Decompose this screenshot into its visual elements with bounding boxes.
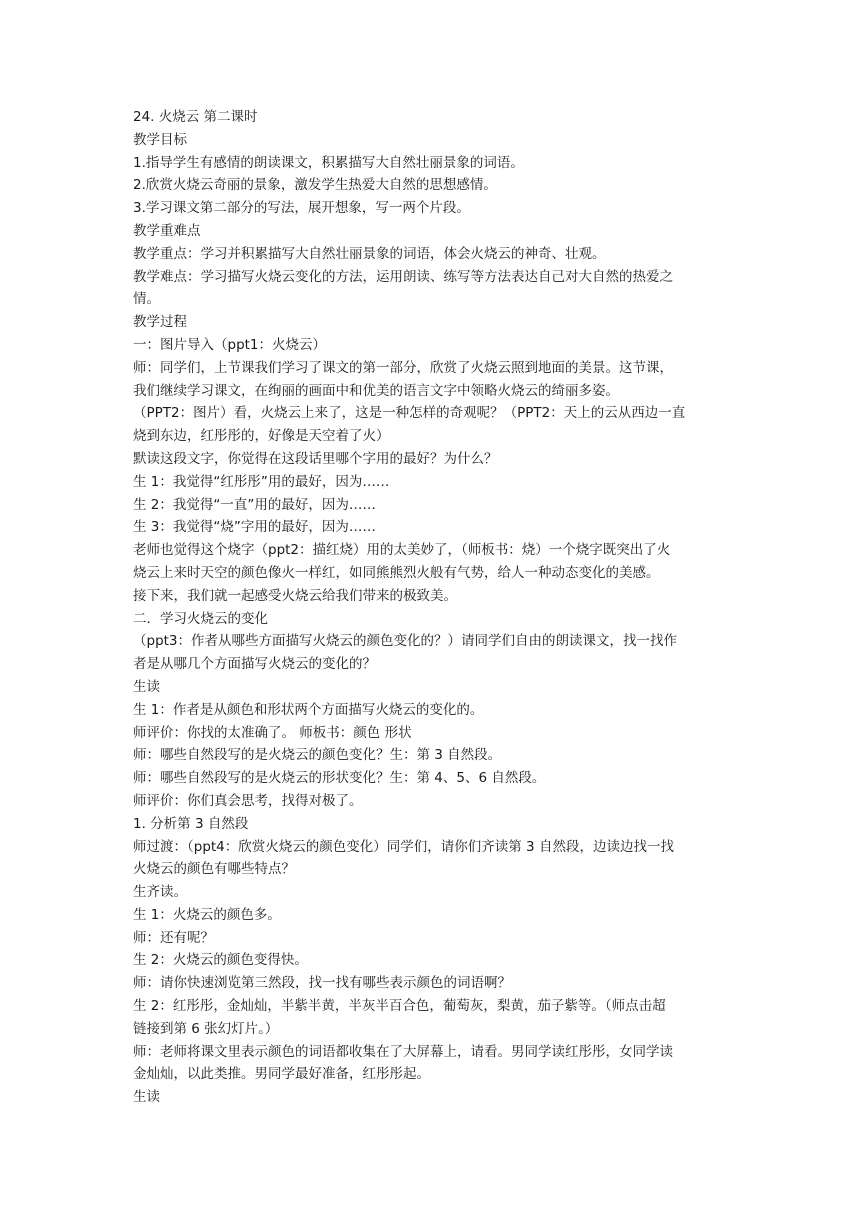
paragraph-line: 火烧云的颜色有哪些特点？	[133, 861, 295, 878]
section-heading-process: 教学过程	[133, 314, 187, 331]
paragraph-line: 生 2：火烧云的颜色变得快。	[133, 952, 308, 969]
objective-2: 2.欣赏火烧云奇丽的景象，激发学生热爱大自然的思想感情。	[133, 177, 497, 194]
document-title: 24. 火烧云 第二课时	[133, 109, 258, 125]
paragraph-line: 接下来，我们就一起感受火烧云给我们带来的极致美。	[133, 587, 457, 604]
paragraph-line: 生读	[133, 1089, 160, 1106]
paragraph-line: 生齐读。	[133, 884, 187, 901]
difficult-point-cont: 情。	[133, 291, 160, 308]
paragraph-line: 烧云上来时天空的颜色像火一样红，如同熊熊烈火般有气势，给人一种动态变化的美感。	[133, 564, 660, 581]
paragraph-line: 师评价：你们真会思考，找得对极了。	[133, 792, 363, 809]
paragraph-line: 师评价：你找的太准确了。 师板书：颜色 形状	[133, 724, 412, 741]
paragraph-line: 师：老师将课文里表示颜色的词语都收集在了大屏幕上，请看。男同学读红彤彤，女同学读	[133, 1043, 673, 1060]
student-answer-3: 生 3：我觉得“烧”字用的最好，因为……	[133, 519, 376, 536]
paragraph-line: 师：哪些自然段写的是火烧云的颜色变化？生：第 3 自然段。	[133, 747, 502, 764]
paragraph-line: 生 2：红彤彤，金灿灿，半紫半黄，半灰半百合色，葡萄灰，梨黄，茄子紫等。（师点击超	[133, 998, 666, 1015]
paragraph-line: 生 1：火烧云的颜色多。	[133, 906, 281, 923]
paragraph-line: 生读	[133, 678, 160, 695]
paragraph-line: 师：请你快速浏览第三然段，找一找有哪些表示颜色的词语啊？	[133, 975, 511, 992]
paragraph-line: （PPT2：图片）看，火烧云上来了，这是一种怎样的奇观呢？（PPT2：天上的云从西边一直	[133, 405, 686, 422]
document-page	[133, 106, 733, 1109]
difficult-point: 教学难点：学习描写火烧云变化的方法，运用朗读、练写等方法表达自己对大自然的热爱之	[133, 268, 673, 285]
paragraph-line: 金灿灿，以此类推。男同学最好准备，红彤彤起。	[133, 1066, 430, 1083]
step-2-heading: 二．学习火烧云的变化	[133, 610, 268, 627]
paragraph-line: 师：还有呢？	[133, 929, 214, 946]
paragraph-line: 生 1：作者是从颜色和形状两个方面描写火烧云的变化的。	[133, 701, 484, 718]
paragraph-line: 师：同学们，上节课我们学习了课文的第一部分，欣赏了火烧云照到地面的美景。这节课，	[133, 359, 673, 376]
objective-3: 3.学习课文第二部分的写法，展开想象，写一两个片段。	[133, 200, 470, 217]
step-1-heading: 一：图片导入（ppt1：火烧云）	[133, 336, 327, 353]
key-point: 教学重点：学习并积累描写大自然壮丽景象的词语，体会火烧云的神奇、壮观。	[133, 245, 606, 262]
paragraph-line: 烧到东边，红彤彤的，好像是天空着了火）	[133, 428, 390, 445]
objective-1: 1.指导学生有感情的朗读课文，积累描写大自然壮丽景象的词语。	[133, 154, 524, 171]
paragraph-line: 链接到第 6 张幻灯片。）	[133, 1020, 279, 1037]
section-heading-objectives: 教学目标	[133, 131, 187, 148]
paragraph-line: 老师也觉得这个烧字（ppt2：描红烧）用的太美妙了，（师板书：烧）一个烧字既突出了火	[133, 542, 671, 559]
paragraph-line: 我们继续学习课文，在绚丽的画面中和优美的语言文字中领略火烧云的绮丽多姿。	[133, 382, 619, 399]
paragraph-line: 师：哪些自然段写的是火烧云的形状变化？生：第 4、5、6 自然段。	[133, 770, 546, 787]
paragraph-line: （ppt3：作者从哪些方面描写火烧云的颜色变化的？）请同学们自由的朗读课文，找一找作	[133, 633, 678, 650]
paragraph-line: 师过渡：（ppt4：欣赏火烧云的颜色变化）同学们，请你们齐读第 3 自然段，边读边找一找	[133, 838, 674, 855]
student-answer-2: 生 2：我觉得“一直”用的最好，因为……	[133, 496, 376, 513]
paragraph-line: 默读这段文字，你觉得在这段话里哪个字用的最好？为什么？	[133, 450, 498, 467]
section-heading-key-points: 教学重难点	[133, 222, 201, 239]
paragraph-line: 者是从哪几个方面描写火烧云的变化的？	[133, 656, 376, 673]
subsection-heading-1: 1. 分析第 3 自然段	[133, 815, 249, 832]
student-answer-1: 生 1：我觉得“红彤彤”用的最好，因为……	[133, 473, 390, 490]
